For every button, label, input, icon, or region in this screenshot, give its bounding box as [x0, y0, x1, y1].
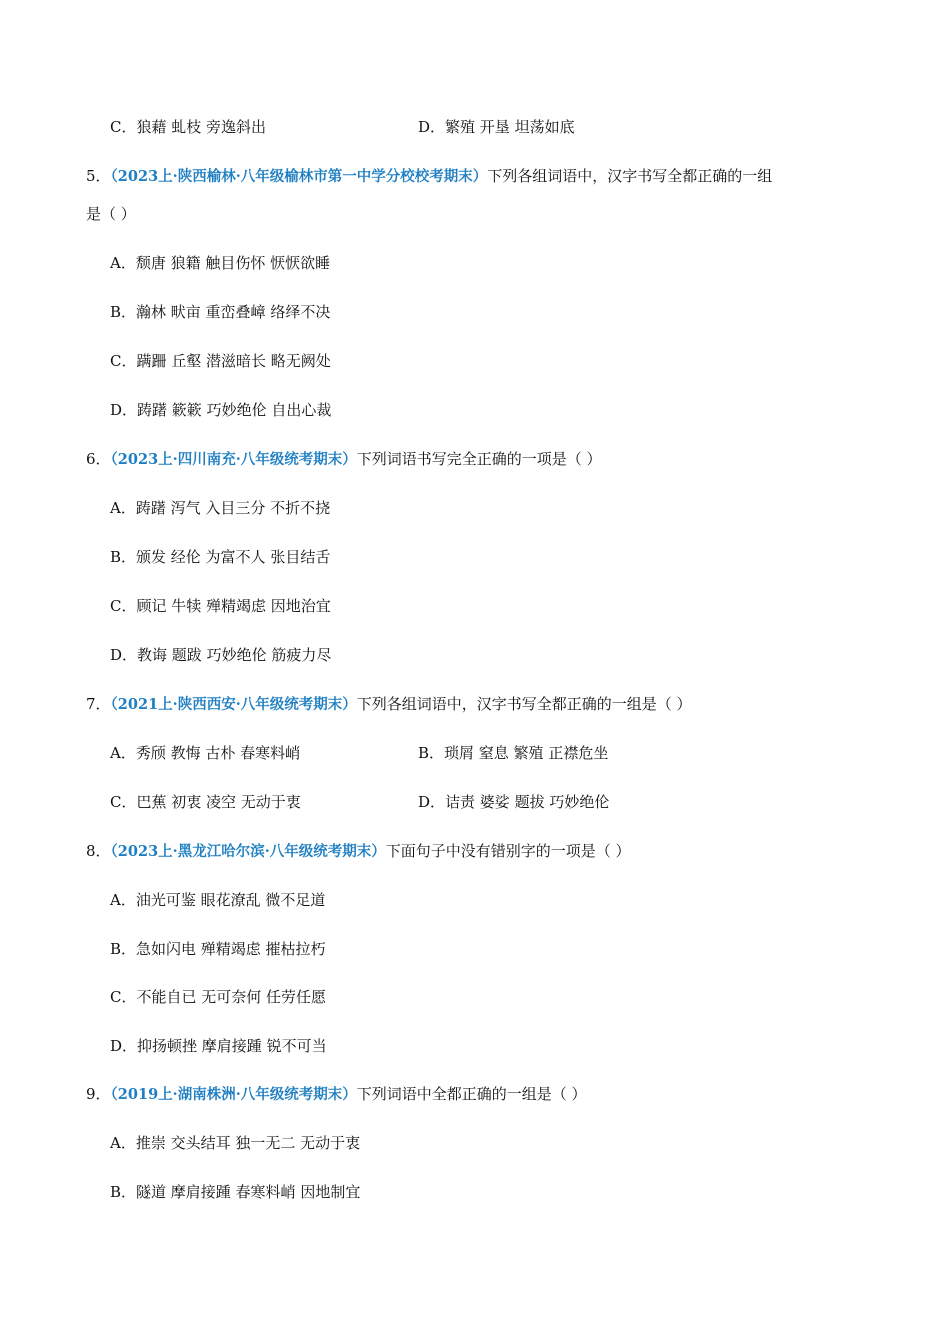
q5-option-c: C．蹒跚 丘壑 潜滋暗长 略无阙处 — [110, 352, 331, 370]
question-source: （2023上·四川南充·八年级统考期末） — [110, 451, 357, 468]
question-6 — [86, 449, 602, 470]
q6-option-c: C．顾记 牛犊 殚精竭虑 因地治宜 — [110, 597, 331, 615]
q5-option-a: A．颓唐 狼籍 触目伤怀 恹恹欲睡 — [110, 254, 331, 272]
question-8 — [86, 841, 631, 862]
question-source: （2019上·湖南株洲·八年级统考期末） — [110, 1086, 357, 1103]
question-stem: 下列词语书写完全正确的一项是（ ） — [356, 450, 602, 468]
question-9 — [86, 1084, 587, 1105]
q7-option-d: D．诘责 婆娑 题拔 巧妙绝伦 — [418, 793, 610, 811]
q9-option-a: A．推崇 交头结耳 独一无二 无动于衷 — [110, 1134, 361, 1152]
question-stem: 下列各组词语中，汉字书写全都正确的一组 — [487, 167, 773, 185]
question-number: 8． — [86, 842, 111, 860]
q9-option-b: B．隧道 摩肩接踵 春寒料峭 因地制宜 — [110, 1183, 361, 1201]
question-number: 6． — [86, 450, 111, 468]
question-5 — [86, 166, 772, 187]
q6-option-a: A．踌躇 泻气 入目三分 不折不挠 — [110, 499, 331, 517]
q5-option-b: B．瀚林 畎亩 重峦叠嶂 络绎不决 — [110, 303, 331, 321]
question-source: （2023上·黑龙江哈尔滨·八年级统考期末） — [110, 843, 386, 860]
q6-option-b: B．颁发 经伦 为富不人 张目结舌 — [110, 548, 331, 566]
question-7 — [86, 694, 692, 715]
q8-option-c: C．不能自已 无可奈何 任劳任愿 — [110, 988, 327, 1006]
question-number: 7． — [86, 695, 111, 713]
q8-option-d: D．抑扬顿挫 摩肩接踵 锐不可当 — [110, 1037, 327, 1055]
question-stem: 下列各组词语中，汉字书写全都正确的一组是（ ） — [356, 695, 692, 713]
q8-option-a: A．油光可鉴 眼花潦乱 微不足道 — [110, 891, 326, 909]
question-source: （2021上·陕西西安·八年级统考期末） — [110, 696, 357, 713]
question-stem: 下列词语中全都正确的一组是（ ） — [356, 1085, 587, 1103]
question-number: 5． — [86, 167, 111, 185]
prev-option-c: C．狼藉 虬枝 旁逸斜出 — [110, 118, 267, 136]
question-stem: 下面句子中没有错别字的一项是（ ） — [385, 842, 631, 860]
question-5-stem-cont: 是（ ） — [86, 205, 136, 223]
q6-option-d: D．教诲 题跋 巧妙绝伦 筋疲力尽 — [110, 646, 332, 664]
prev-option-d: D．繁殖 开垦 坦荡如底 — [418, 118, 575, 136]
question-number: 9． — [86, 1085, 111, 1103]
question-source: （2023上·陕西榆林·八年级榆林市第一中学分校校考期末） — [110, 168, 488, 185]
q8-option-b: B．急如闪电 殚精竭虑 摧枯拉朽 — [110, 940, 326, 958]
q7-option-c: C．巴蕉 初衷 凌空 无动于衷 — [110, 793, 301, 811]
q5-option-d: D．踌躇 簌簌 巧妙绝伦 自出心裁 — [110, 401, 332, 419]
q7-option-a: A．秀颀 教悔 古朴 春寒料峭 — [110, 744, 301, 762]
q7-option-b: B．琐屑 窒息 繁殖 正襟危坐 — [418, 744, 609, 762]
